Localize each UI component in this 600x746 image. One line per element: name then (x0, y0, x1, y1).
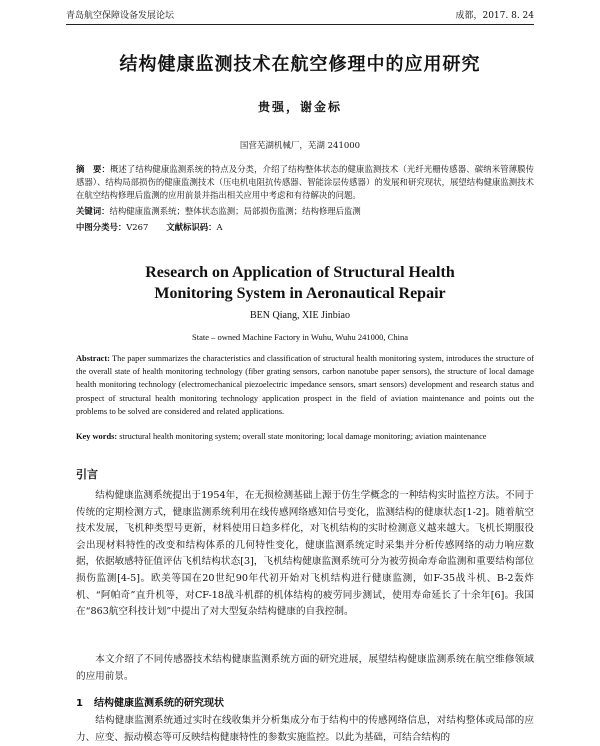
classification-label: 中图分类号： (76, 222, 127, 232)
abstract-en-label: Abstract: (76, 354, 110, 363)
doc-code-label: 文献标识码： (166, 222, 217, 232)
running-header (66, 8, 534, 25)
header-right: 成都，2017. 8. 24 (455, 11, 534, 21)
title-en (0, 262, 600, 304)
abstract-cn-label: 摘 要： (76, 164, 110, 174)
section-1-heading (76, 694, 224, 709)
title-en-line2: Monitoring System in Aeronautical Repair (154, 285, 446, 302)
classification-cn (76, 221, 223, 234)
title-cn: 结构健康监测技术在航空修理中的应用研究 (119, 54, 481, 75)
section-1-number: 1 (76, 698, 83, 709)
classification-value: V267 (126, 222, 149, 232)
intro-paragraph-1: 结构健康监测系统提出于1954年，在无损检测基础上源于仿生学概念的一种结构实时监控方法。不同于传统的定期检测方式，健康监测系统利用在线传感网络感知信号变化，监测结构的健康状态[1-2]。随着航空技术发展，飞机种类型号更新，材料使用日趋多样化，对飞机结构的实时检测意义越来越大。飞机长期服役会出现材料特性的改变和结构体系的几何特性变化，健康监测系统定时采集并分析传感网络的动力响应数据，依据敏感特征值评估飞机结构状态[3]，飞机结构健康监测系统可分为被劳损命寿命监测和重要结构部位损伤监测[4-5]。欧美等国在20世纪90年代初开始对飞机结构进行健康监测，如F-35战斗机、B-2轰炸机、“阿帕奇”直升机等，对CF-18战斗机群的机体结构的疲劳同步测试，使用寿命延长了十余年[6]。我国在“863航空科技计划”中提出了对大型复杂结构健康的自我控制。 (76, 490, 534, 618)
header-left: 青岛航空保障设备发展论坛 (66, 11, 175, 21)
abstract-en-text: The paper summarizes the characteristics and classification of structural health monitoring system, introduces the structure of the overall state of health monitoring technology (fiber grating sensors, carbon nanotube paper sensors), the structure of local damage health monitoring technology (electromechanical piezoelectric impedance sensors, smart sensors) development and research status and prospect of structural health monitoring technology application prospect in the field of aviation maintenance and points out the problems to be solved are considered and related applications. (76, 354, 534, 416)
keywords-en (76, 430, 534, 443)
section-1-title: 结构健康监测系统的研究现状 (94, 698, 224, 709)
keywords-en-label: Key words: (76, 432, 118, 441)
title-en-line1: Research on Application of Structural Health (145, 264, 455, 281)
keywords-cn-text: 结构健康监测系统；整体状态监测；局部损伤监测；结构修理后监测 (109, 206, 361, 216)
abstract-en (76, 352, 534, 418)
keywords-cn-label: 关键词： (76, 206, 110, 216)
intro-paragraph-2: 本文介绍了不同传感器技术结构健康监测系统方面的研究进展，展望结构健康监测系统在航空维修领域的应用前景。 (76, 654, 534, 682)
intro-heading: 引言 (76, 468, 98, 481)
doc-code-value: A (216, 222, 223, 232)
keywords-cn (76, 205, 534, 218)
keywords-en-text: structural health monitoring system; overall state monitoring; local damage monitoring; aviation maintenance (119, 432, 487, 441)
abstract-cn-text: 概述了结构健康监测系统的特点及分类，介绍了结构整体状态的健康监测技术（光纤光栅传感器、碳纳米管薄膜传感器）、结构局部损伤的健康监测技术（压电机电阻抗传感器、智能涂层传感器）的发展和研究现状，展望结构健康监测技术在航空结构修理后监测的应用前景并指出相关应用中考虑和有待解决的问题。 (76, 164, 534, 200)
authors-cn: 贵强，谢金标 (257, 100, 342, 114)
affiliation-cn: 国营芜湖机械厂，芜湖 241000 (239, 141, 361, 151)
affiliation-en: State – owned Machine Factory in Wuhu, Wuhu 241000, China (192, 332, 408, 342)
section-1-paragraph-1: 结构健康监测系统通过实时在线收集并分析集成分布于结构中的传感网络信息，对结构整体或局部的应力、应变、振动模态等可反映结构健康特性的参数实施监控。以此为基础，可结合结构的 (76, 715, 534, 743)
abstract-cn (76, 163, 534, 202)
authors-en: BEN Qiang, XIE Jinbiao (250, 310, 350, 321)
